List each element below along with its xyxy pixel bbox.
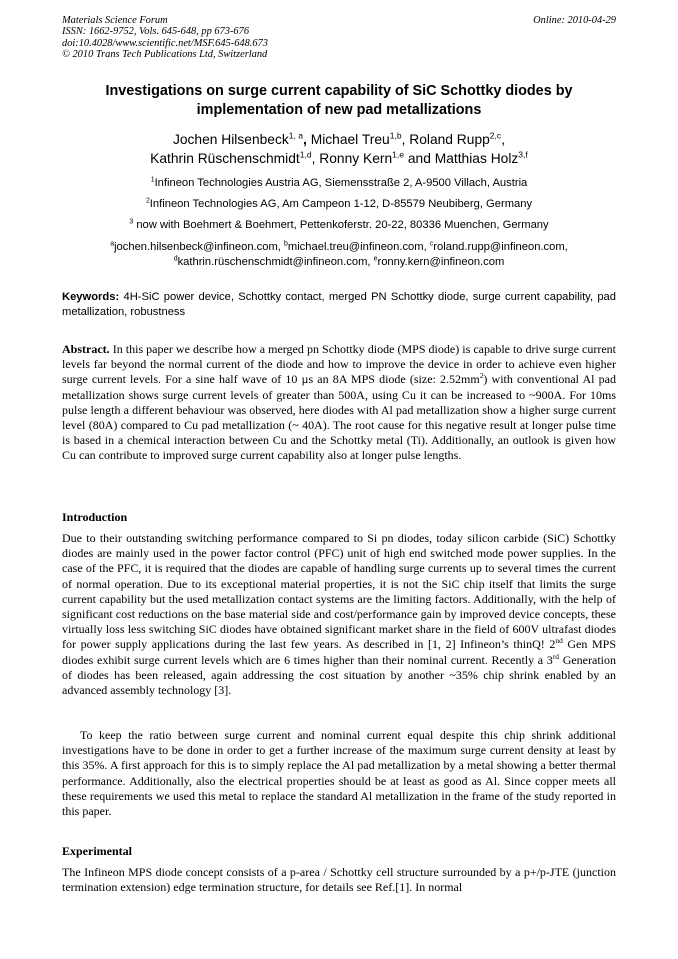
author-separator: ,	[401, 132, 410, 147]
paragraph-text: Gen MPS diodes exhibit surge current levels which are 6 times higher than their nominal current. Recently a 3	[62, 637, 616, 667]
affiliation-sup: 2	[145, 197, 150, 205]
email-line-1	[62, 240, 616, 255]
author-name: Jochen Hilsenbeck	[172, 132, 289, 147]
author-line-2	[62, 149, 616, 168]
affiliation-3	[62, 218, 616, 232]
author-separator: ,	[501, 132, 506, 147]
email-text: jochen.hilsenbeck@infineon.com,	[114, 241, 285, 253]
email-text: michael.treu@infineon.com,	[287, 241, 430, 253]
paragraph-text: Generation of diodes has been released, again addressing the cost situation by another ~35% chip shrink enabled by an advanced assembly technology [3].	[62, 652, 617, 698]
introduction-paragraph-2: To keep the ratio between surge current and nominal current equal despite this chip shrink additional investigations have to be done in order to get a further increase of the maximum surge current density at least by this 35%. A first approach for this is to simply replace the Al pad metallization by a metal showing a better thermal performance. Additionally, also the electrical properties should be at least as good as Al. Since copper meets all these requirements we used this metal to replace the standard Al metallization in the frame of the study reported in this paper.	[62, 728, 616, 819]
email-sup: b	[284, 240, 288, 248]
abstract-text: In this paper we describe how a merged pn Schottky diode (MPS diode) is capable to drive surge current levels far beyond the normal current of the diode and how to improve the device in order to achieve even higher surge current levels. For a sine half wave of 10 µs an 8A MPS diode (size: 2.52mm	[62, 342, 616, 387]
affiliation-text: now with Boehmert & Boehmert, Pettenkoferstr. 20-22, 80336 Muenchen, Germany	[133, 219, 549, 231]
journal-header	[62, 15, 616, 60]
experimental-heading: Experimental	[62, 844, 132, 858]
paragraph-sup: nd	[555, 636, 563, 646]
abstract-text: ) with conventional Al pad metallization shows surge current levels of greater than 500A, using Cu it can be increased to ~900A. For 10ms pulse length a different behaviour was observed, here diodes with Al pad metallization show a higher surge current level (80A) compared to Cu pad metallization (~ 40A). The root cause for this negative result at longer pulse time is based in a chemical interaction between Cu and the Schottky metal (Ti). Additionally, an outlook is given how Cu can contribute to improved surge current capability also at longer pulse lengths.	[62, 372, 616, 463]
author-name: Kathrin Rüschenschmidt	[150, 151, 300, 166]
email-list	[62, 240, 616, 269]
author-separator: ,	[303, 132, 311, 147]
affiliation-sup: 3	[129, 218, 134, 226]
journal-name: Materials Science Forum	[62, 15, 168, 26]
paper-title	[62, 82, 616, 120]
abstract-label: Abstract.	[62, 342, 110, 356]
email-text: kathrin.rüschenschmidt@infineon.com,	[177, 255, 374, 268]
affiliation-text: Infineon Technologies AG, Am Campeon 1-12, D-85579 Neubiberg, Germany	[149, 198, 533, 210]
abstract-sup: 2	[479, 371, 484, 381]
abstract-paragraph	[62, 342, 616, 464]
email-text: roland.rupp@infineon.com,	[433, 241, 568, 253]
author-sup: 1,b	[389, 130, 402, 141]
email-sup: c	[429, 240, 434, 248]
introduction-heading: Introduction	[62, 510, 128, 524]
affiliation-sup: 1	[150, 176, 155, 184]
keywords-label: Keywords:	[62, 291, 120, 303]
copyright-line: © 2010 Trans Tech Publications Ltd, Switzerland	[62, 48, 268, 60]
author-line-1	[62, 130, 616, 149]
paragraph-text: Due to their outstanding switching performance compared to Si pn diodes, today silicon carbide (SiC) Schottky diodes are mainly used in the power factor control (PFC) unit of high end switched mode power supplies. In the case of the PFC, it is required that the diodes are capable of handling surge currents up to several times the current of normal operation. Due to its exceptional material properties, it is not the SiC chip itself that limits the surge current capability but the used metallization contact systems are the limiting factors. Additionally, with the help of significant cost reductions on the base material side and cost/performance gain by improved device concepts, these virtually loss less switching SiC diodes have obtained significant market share in the field of 600V ultrafast diodes for power supply applications during the last few years. As described in [1, 2] Infineon’s thinQ! 2	[62, 531, 616, 652]
email-text: ronny.kern@infineon.com	[377, 255, 505, 268]
author-separator: and	[404, 151, 435, 166]
author-sup: 2,c	[489, 130, 502, 141]
affiliation-text: Infineon Technologies Austria AG, Siemensstraße 2, A-9500 Villach, Austria	[154, 177, 528, 189]
title-line-2: implementation of new pad metallizations	[196, 102, 482, 118]
author-name: Roland Rupp	[409, 132, 490, 147]
title-line-1: Investigations on surge current capability of SiC Schottky diodes by	[105, 83, 573, 99]
paragraph-sup: rd	[552, 651, 560, 661]
author-sup: 3,f	[518, 149, 528, 160]
author-list	[62, 130, 616, 168]
doi-line: doi:10.4028/www.scientific.net/MSF.645-648.673	[62, 37, 268, 49]
author-name: Ronny Kern	[319, 151, 393, 166]
introduction-paragraph-1	[62, 531, 616, 698]
author-name: Matthias Holz	[434, 151, 519, 166]
experimental-paragraph-1: The Infineon MPS diode concept consists of a p-area / Schottky cell structure surrounded by a p+/p-JTE (junction termination extension) edge termination structure, for details see Ref.[1]. In normal	[62, 865, 616, 895]
author-separator: ,	[311, 151, 320, 166]
email-line-2	[62, 255, 616, 270]
author-name: Michael Treu	[310, 132, 390, 147]
author-sup: 1,d	[299, 149, 312, 160]
keywords-text: 4H-SiC power device, Schottky contact, merged PN Schottky diode, surge current capability, pad metallization, robustness	[62, 291, 616, 318]
email-sup: a	[110, 240, 115, 248]
email-sup: d	[173, 254, 178, 262]
author-sup: 1,e	[392, 149, 405, 160]
affiliation-1	[62, 176, 616, 190]
author-sup: 1, a	[288, 130, 304, 141]
keywords-section	[62, 290, 616, 320]
online-date: Online: 2010-04-29	[533, 15, 616, 26]
issn-line: ISSN: 1662-9752, Vols. 645-648, pp 673-676	[62, 26, 250, 38]
email-sup: e	[373, 254, 378, 262]
affiliation-2	[62, 197, 616, 211]
